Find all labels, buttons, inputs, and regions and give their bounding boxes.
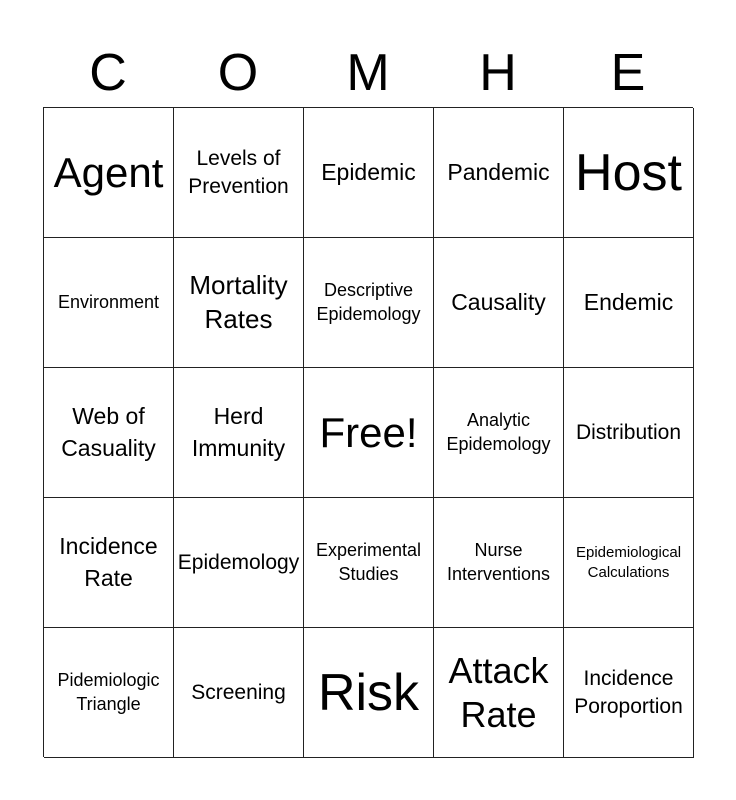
bingo-cell[interactable]: Nurse Interventions — [434, 498, 564, 628]
bingo-cell[interactable]: Screening — [174, 628, 304, 758]
bingo-cell[interactable]: Causality — [434, 238, 564, 368]
bingo-cell[interactable]: Environment — [44, 238, 174, 368]
free-space[interactable]: Free! — [304, 368, 434, 498]
bingo-cell[interactable]: Endemic — [564, 238, 694, 368]
header-letter-4: H — [479, 44, 517, 102]
bingo-cell[interactable]: Pidemiologic Triangle — [44, 628, 174, 758]
bingo-cell[interactable]: Epidemology — [174, 498, 304, 628]
bingo-cell[interactable]: Mortality Rates — [174, 238, 304, 368]
bingo-cell[interactable]: Agent — [44, 108, 174, 238]
bingo-cell[interactable]: Risk — [304, 628, 434, 758]
bingo-cell[interactable]: Incidence Rate — [44, 498, 174, 628]
bingo-cell[interactable]: Levels of Prevention — [174, 108, 304, 238]
bingo-grid — [43, 107, 693, 757]
bingo-cell[interactable]: Distribution — [564, 368, 694, 498]
bingo-cell[interactable]: Attack Rate — [434, 628, 564, 758]
bingo-cell[interactable]: Experimental Studies — [304, 498, 434, 628]
bingo-cell[interactable]: Herd Immunity — [174, 368, 304, 498]
bingo-cell[interactable]: Incidence Poroportion — [564, 628, 694, 758]
bingo-cell[interactable]: Pandemic — [434, 108, 564, 238]
header-letter-1: C — [89, 44, 127, 102]
header-letter-2: O — [217, 44, 259, 102]
header-letter-5: E — [610, 44, 646, 102]
header-letter-3: M — [346, 44, 390, 102]
bingo-cell[interactable]: Epidemic — [304, 108, 434, 238]
bingo-cell[interactable]: Analytic Epidemology — [434, 368, 564, 498]
bingo-header — [43, 38, 693, 108]
bingo-cell[interactable]: Host — [564, 108, 694, 238]
bingo-cell[interactable]: Web of Casuality — [44, 368, 174, 498]
bingo-cell[interactable]: Descriptive Epidemology — [304, 238, 434, 368]
bingo-cell[interactable]: Epidemiological Calculations — [564, 498, 694, 628]
